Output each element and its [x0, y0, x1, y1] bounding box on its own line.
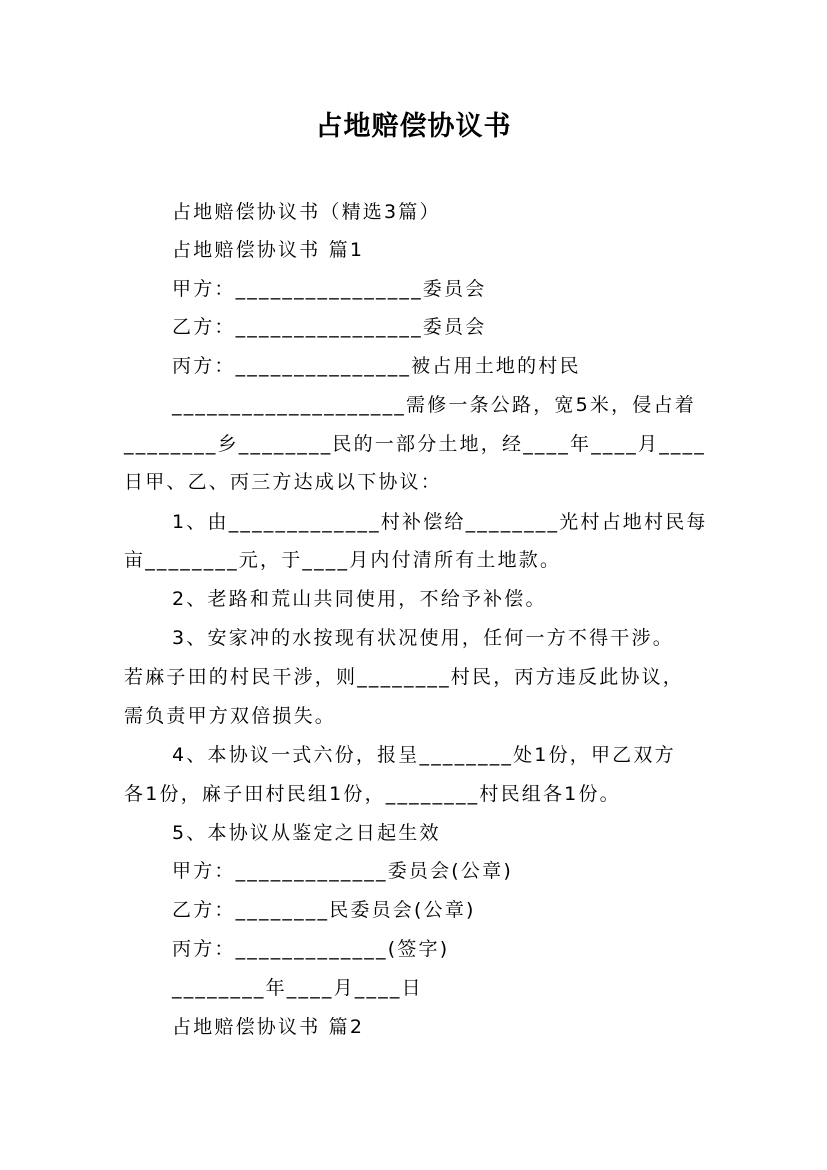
party-c-line: 丙方：_______________被占用土地的村民	[172, 355, 581, 377]
paragraph-line: ____________________需修一条公路，宽5米，侵占着	[172, 394, 696, 416]
date-line: ________年____月____日	[172, 977, 423, 999]
clause-1-line: 亩________元，于____月内付清所有土地款。	[124, 549, 562, 571]
subtitle-line: 占地赔偿协议书（精选3篇）	[172, 201, 441, 223]
clause-3-line: 3、安家冲的水按现有状况使用，任何一方不得干涉。	[172, 627, 674, 649]
clause-3-line: 需负责甲方双倍损失。	[124, 705, 337, 727]
document-title: 占地赔偿协议书	[315, 111, 512, 142]
clause-3-line: 若麻子田的村民干涉，则________村民，丙方违反此协议，	[124, 666, 685, 688]
party-b-line: 乙方：________________委员会	[172, 316, 487, 338]
section-heading-2: 占地赔偿协议书 篇2	[172, 1016, 365, 1038]
clause-1-line: 1、由_____________村补偿给________光村占地村民每	[172, 511, 708, 533]
paragraph-line: 日甲、乙、丙三方达成以下协议：	[124, 471, 443, 493]
clause-4-line: 4、本协议一式六份，报呈________处1份，甲乙双方	[172, 744, 676, 766]
clause-4-line: 各1份，麻子田村民组1份，________村民组各1份。	[124, 783, 621, 805]
clause-2-line: 2、老路和荒山共同使用，不给予补偿。	[172, 588, 547, 610]
paragraph-line: ________乡________民的一部分土地，经____年____月____	[124, 433, 707, 455]
party-a-line: 甲方：________________委员会	[172, 278, 487, 300]
clause-5-line: 5、本协议从鉴定之日起生效	[172, 822, 441, 844]
section-heading-1: 占地赔偿协议书 篇1	[172, 239, 365, 261]
signature-party-b: 乙方：________民委员会(公章)	[172, 899, 476, 921]
signature-party-a: 甲方：_____________委员会(公章)	[172, 860, 513, 882]
signature-party-c: 丙方：_____________(签字)	[172, 938, 450, 960]
